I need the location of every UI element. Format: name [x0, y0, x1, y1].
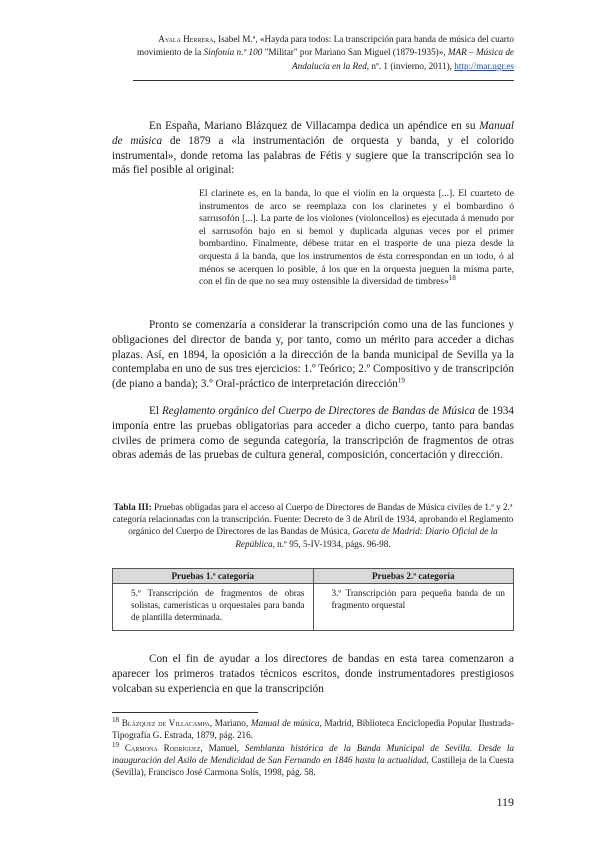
running-header [118, 33, 514, 73]
table-caption [112, 501, 514, 550]
paragraph-2 [112, 318, 514, 392]
table-cell-first-category: 5.º Transcripción de fragmentos de obras solistas, camerísticas u orquestales para banda de plantilla determinada. [113, 584, 314, 631]
paragraph-1-book-title: Manual de música [112, 120, 514, 147]
table-caption-source: Gaceta de Madrid: Diario Oficial de la República [235, 526, 498, 549]
footnote-18 [112, 717, 514, 741]
header-rule [133, 80, 514, 81]
table-row [113, 584, 514, 631]
header-author: Ayala Herrera [158, 34, 214, 44]
page-number: 119 [496, 795, 514, 809]
footnote-18-title: Manual de música [250, 718, 320, 728]
footnote-18-text-pre: , Mariano, [209, 718, 251, 728]
footnote-19-author: Carmona Rodríguez [124, 743, 201, 753]
header-work-title: Sinfonía n.º 100 [203, 47, 263, 58]
block-quote [199, 188, 514, 289]
header-link[interactable]: http://mar.ugr.es [454, 60, 514, 71]
footnote-18-author: Blázquez de Villacampa [121, 718, 210, 728]
footnote-18-text-post: , Madrid, Biblioteca Enciclopedia Popular Ilustrada-Tipografía G. Estrada, 1879, pág. 216. [112, 718, 514, 741]
table-header-first-category: Pruebas 1.ª categoría [113, 569, 314, 584]
header-journal: MAR – Música de Andalucía en la Red [292, 47, 514, 71]
paragraph-1 [112, 119, 514, 178]
table-header-row [113, 569, 514, 584]
footnote-ref-19[interactable]: 19 [397, 376, 405, 385]
table-caption-text-a: Pruebas obligadas para el acceso al Cuerpo de Directores de Bandas de Música civiles de 1.ª y 2.ª categoría relacionadas con la transcripción. Fuente: Decreto de 3 de Abril de 1934, aprobando el Reglamento orgánico del Cuerpo de Directores de las Bandas de Música, [112, 502, 514, 537]
footnote-ref-18[interactable]: 18 [448, 273, 456, 282]
paragraph-2-text: Pronto se comenzaría a considerar la transcripción como una de las funciones y obligaciones del director de banda y, por tanto, como un mérito para acceder a dichas plazas. Así, en 1894, la oposición a la dirección de la banda municipal de Sevilla ya la contemplaba en uno de sus tres ejercicios: 1.º Teórico; 2.º Compositivo y de transcripción (de piano a banda); 3.º Oral-práctico de interpretación dirección [112, 319, 514, 391]
table-header-second-category: Pruebas 2.ª categoría [313, 569, 514, 584]
paragraph-1-text-a: En España, Mariano Blázquez de Villacampa dedica un apéndice en su [149, 120, 480, 132]
paragraph-4-text: Con el fin de ayudar a los directores de bandas en esta tarea comenzaron a aparecer los primeros tratados técnicos escritos, donde instrumentadores prestigiosos volcaban su experiencia en que la transcripción [112, 653, 514, 695]
tests-table [112, 568, 514, 631]
paragraph-3-text-b: de 1934 imponía entre las pruebas obligatorias para acceder a dicho cuerpo, tanto para bandas civiles de primera como de segunda categoría, la transcripción de fragmentos de otras obras además de las pruebas de cultura general, composición, concertación y dirección. [112, 405, 514, 462]
footnote-rule [112, 712, 258, 713]
paragraph-3-text-a: El [149, 405, 162, 417]
header-text-mid: "Militar" por Mariano San Miguel (1879-1935)», [262, 47, 448, 58]
footnote-19-text-pre: , Manuel, [200, 743, 245, 753]
table-caption-label: Tabla III: [113, 502, 152, 512]
footnote-19-number: 19 [112, 740, 119, 749]
paragraph-4 [112, 652, 514, 696]
paragraph-3 [112, 404, 514, 463]
footnote-19-title: Semblanza histórica de la Banda Municipal de Sevilla. Desde la inauguración del Asilo de Mendicidad de San Fernando en 1846 hasta la actualidad [112, 743, 515, 766]
header-text-post: , nº. 1 (invierno, 2011), [366, 60, 455, 71]
paragraph-1-text-b: de 1879 a «la instrumentación de orquesta y banda, y el colorido instrumental», donde retoma las palabras de Fétis y sugiere que la transcripción sea lo más fiel posible al original: [112, 134, 514, 177]
footnote-19 [112, 742, 514, 779]
paragraph-3-regulation-title: Reglamento orgánico del Cuerpo de Directores de Bandas de Música [161, 405, 476, 417]
table-caption-text-b: , n.º 95, 5-IV-1934, págs. 96-98. [272, 538, 391, 549]
table-cell-second-category: 3.º Transcripción para pequeña banda de un fragmento orquestal [313, 584, 514, 631]
header-text-pre: , Isabel M.ª, «Hayda para todos: La transcripción para banda de música del cuarto movimiento de la [136, 34, 514, 58]
footnote-19-text-post: , Castilleja de la Cuesta (Sevilla), Francisco José Carmona Solís, 1998, pág. 58. [112, 755, 514, 778]
footnote-18-number: 18 [112, 715, 119, 724]
block-quote-text: El clarinete es, en la banda, lo que el violín en la orquesta [...]. El cuarteto de instrumentos de arco se reemplaza con los clarinetes y el bombardino ó sarrusofón [...]. La parte de los violones (violoncellos) es ejecutada á menudo por el sarrusofón bajo en si bemol y duplicada algunas veces por el primer bombardino. Finalmente, débese tratar en el trasporte de una pieza desde la orquesta á la banda, que los instrumentos de ésta correspondan en un todo, ó al ménos se acerquen lo posible, á los que en la orquesta jueguen la misma parte, con el fin de que no sea muy ostensible la diversidad de timbres» [199, 188, 514, 288]
